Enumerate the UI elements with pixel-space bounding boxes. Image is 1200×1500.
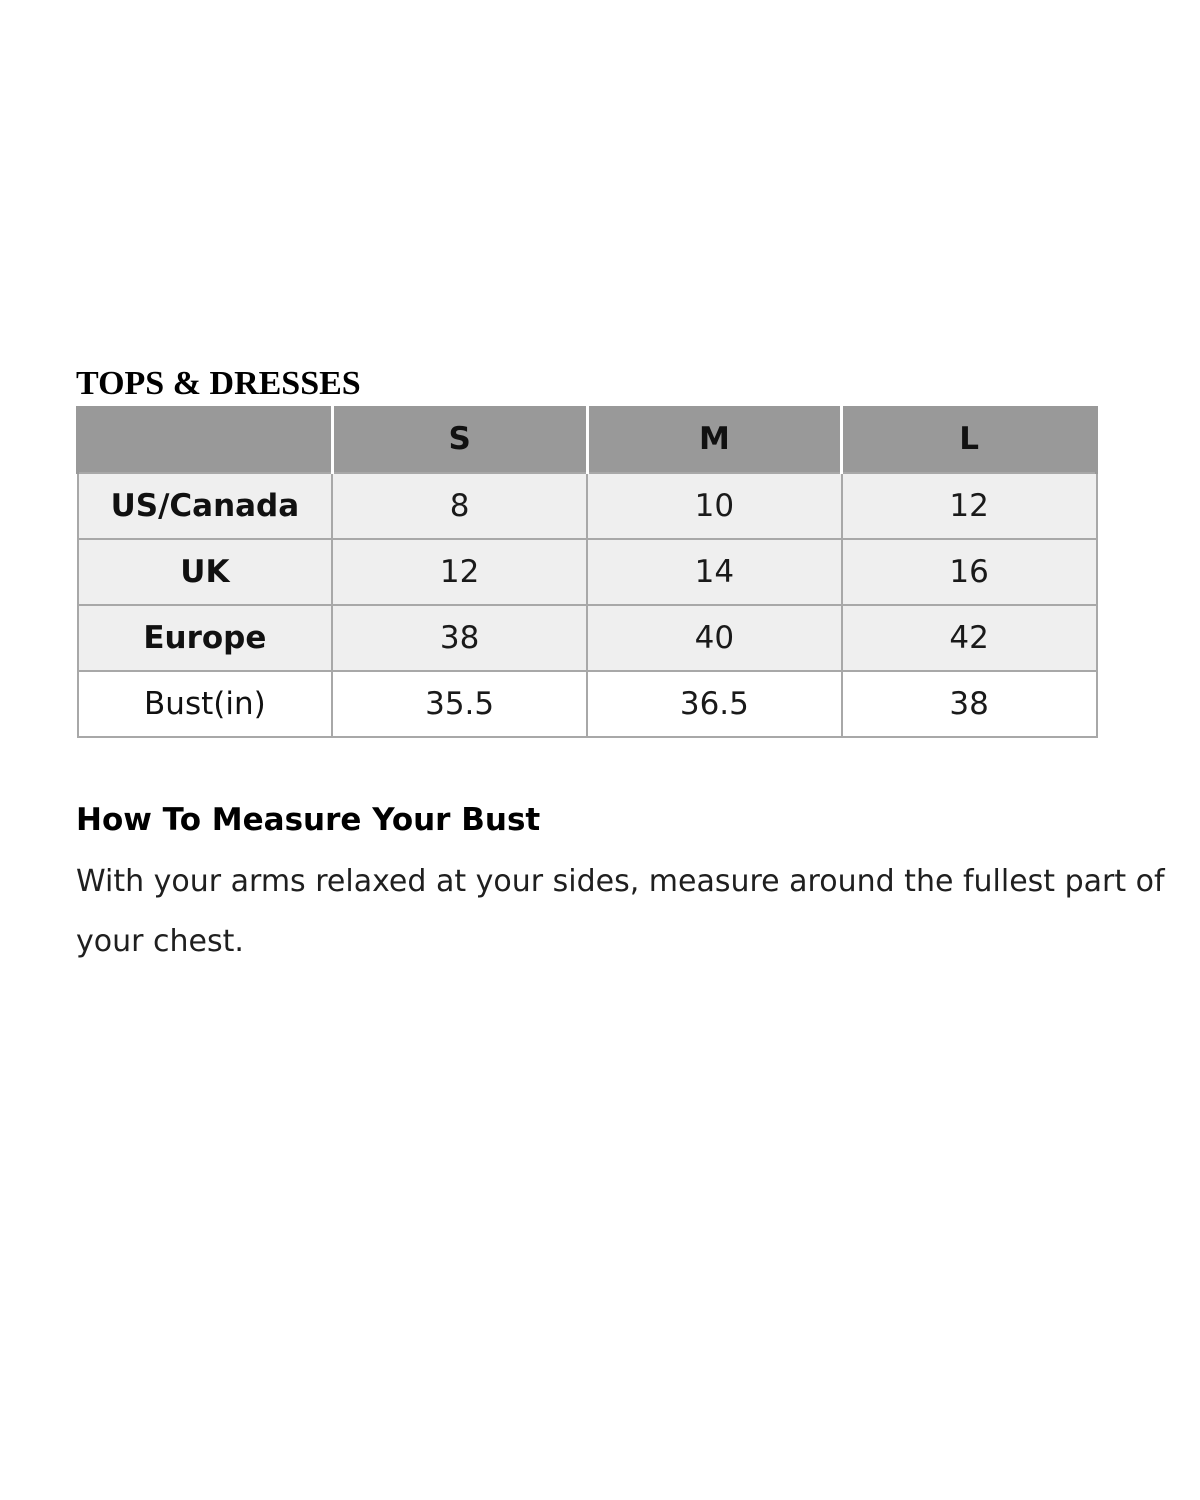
table-row-us-canada [78, 473, 1097, 539]
table-cell: 12 [332, 539, 587, 605]
table-cell: 38 [842, 671, 1097, 737]
row-label: US/Canada [78, 473, 333, 539]
header-cell-l: L [842, 406, 1097, 473]
table-cell: 10 [587, 473, 842, 539]
header-cell-m: M [587, 406, 842, 473]
table-row-europe [78, 605, 1097, 671]
measure-instructions: With your arms relaxed at your sides, measure around the fullest part of your chest. [76, 864, 1165, 959]
table-cell: 36.5 [587, 671, 842, 737]
table-cell: 35.5 [332, 671, 587, 737]
table-cell: 14 [587, 539, 842, 605]
table-row-uk [78, 539, 1097, 605]
measure-heading: How To Measure Your Bust [76, 802, 541, 838]
table-cell: 8 [332, 473, 587, 539]
header-cell-s: S [332, 406, 587, 473]
table-cell: 12 [842, 473, 1097, 539]
table-cell: 40 [587, 605, 842, 671]
table-cell: 16 [842, 539, 1097, 605]
row-label: Europe [78, 605, 333, 671]
table-cell: 42 [842, 605, 1097, 671]
row-label: UK [78, 539, 333, 605]
table-cell: 38 [332, 605, 587, 671]
size-chart-table [76, 406, 1098, 738]
table-header-row [78, 406, 1097, 473]
header-cell-empty [78, 406, 333, 473]
section-title: TOPS & DRESSES [76, 365, 361, 402]
table-row-bust [78, 671, 1097, 737]
row-label: Bust(in) [78, 671, 333, 737]
